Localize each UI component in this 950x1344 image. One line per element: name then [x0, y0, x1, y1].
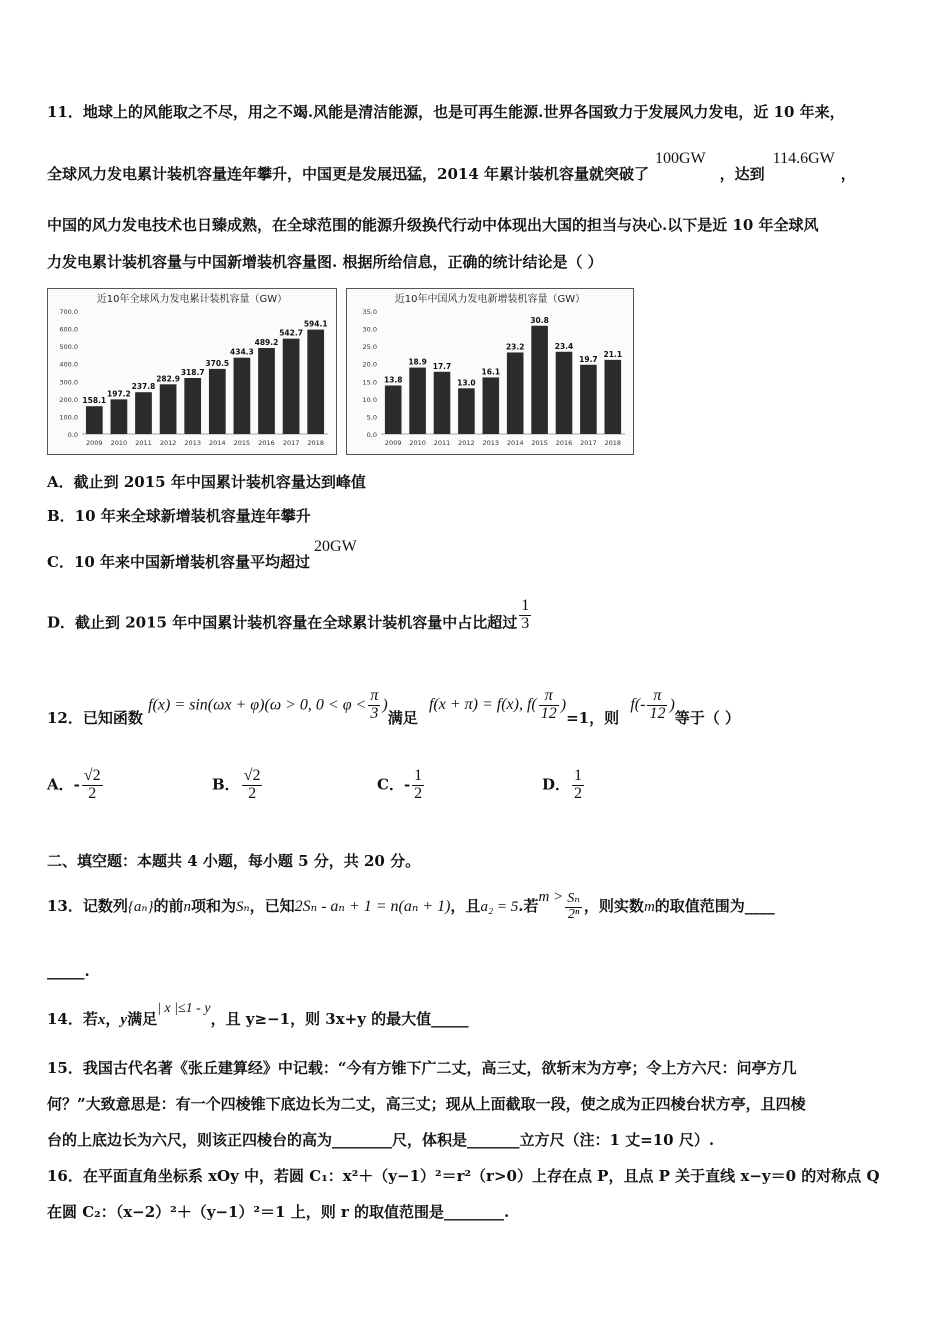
fraction-denominator: 12: [649, 704, 666, 722]
x-tick-label: 2013: [184, 439, 201, 447]
q11-line4: 力发电累计装机容量与中国新增装机容量图. 根据所给信息，正确的统计结论是（ ）: [47, 253, 603, 271]
bar: [434, 372, 451, 434]
bar-value-label: 318.7: [180, 367, 205, 377]
q11-option-a: A．截止到 2015 年中国累计装机容量达到峰值: [47, 473, 366, 491]
x-tick-label: 2011: [433, 439, 451, 447]
q13-fraction: [565, 892, 582, 922]
bar: [111, 399, 128, 434]
q12-stem: [47, 687, 740, 728]
q13-n: n: [183, 899, 191, 915]
bar-value-label: 197.2: [107, 389, 131, 399]
q13-equation: 2Sₙ - aₙ + 1 = n(aₙ + 1): [294, 898, 451, 915]
q13-text: 的取值范围为____: [654, 897, 775, 915]
q13-text: ，已知: [249, 897, 295, 915]
x-tick-label: 2010: [110, 439, 128, 447]
q16-line2: 在圆 C₂：（x−2）²＋（y−1）²＝1 上，则 r 的取值范围是________.: [47, 1203, 510, 1221]
y-tick-label: 200.0: [59, 395, 78, 404]
x-tick-label: 2017: [580, 439, 597, 447]
fraction-numerator: 1: [521, 597, 530, 614]
x-tick-label: 2016: [258, 439, 275, 447]
bar-value-label: 158.1: [82, 396, 107, 406]
bar-value-label: 542.7: [279, 328, 303, 338]
q11-option-d-text: D．截止到 2015 年中国累计装机容量在全球累计装机容量中占比超过: [47, 613, 518, 632]
y-tick-label: 100.0: [59, 413, 78, 422]
q11-line3: 中国的风力发电技术也日臻成熟，在全球范围的能源升级换代行动中体现出大国的担当与决心.以下是近 10 年全球风: [47, 216, 819, 234]
fraction-numerator: √2: [83, 767, 101, 784]
y-tick-label: 0.0: [366, 431, 377, 439]
section-2-heading: 二、填空题：本题共 4 小题，每小题 5 分，共 20 分。: [47, 852, 421, 870]
bar: [234, 358, 251, 434]
q12-option-fraction: [412, 768, 424, 803]
bar: [209, 369, 226, 434]
q12-pi-over-3: [368, 688, 380, 723]
q12-eq1: =1，则: [566, 709, 620, 728]
bar: [307, 330, 324, 434]
x-tick-label: 2015: [531, 439, 548, 447]
q12-condition-close: ): [560, 696, 567, 714]
q13-text: ，则实数: [583, 897, 644, 915]
q12-pi-over-12: [539, 688, 559, 723]
chart-title: 近10年全球风力发电累计装机容量（GW）: [96, 294, 288, 305]
q13-text: ，且: [450, 897, 481, 915]
q11-line2: [47, 150, 856, 184]
y-tick-label: 10.0: [362, 395, 377, 404]
x-tick-label: 2017: [282, 439, 300, 447]
fraction-denominator: 3: [370, 704, 379, 722]
x-tick-label: 2014: [506, 439, 524, 447]
bar-value-label: 282.9: [156, 374, 180, 384]
bar-value-label: 18.9: [408, 357, 427, 367]
q12-ask-close: ): [669, 696, 675, 714]
q15-line2: 何？”大致意思是：有一个四棱锥下底边长为二丈，高三丈；现从上面截取一段，使之成为正四棱台状方亭，且四棱: [47, 1095, 806, 1113]
q11-option-c: [47, 538, 357, 572]
bar: [556, 352, 573, 434]
global-capacity-chart-svg: [48, 289, 336, 454]
q13-text: 的前: [153, 897, 184, 915]
bar: [605, 360, 622, 434]
fraction-denominator: 12: [540, 704, 557, 722]
y-tick-label: 300.0: [59, 378, 78, 387]
x-tick-label: 2011: [135, 439, 152, 447]
q11-math-100gw: 100GW: [654, 150, 706, 167]
bar: [135, 392, 152, 434]
bar-value-label: 21.1: [603, 349, 623, 359]
fraction-numerator: Sₙ: [567, 890, 580, 906]
bar: [86, 406, 103, 434]
x-tick-label: 2018: [604, 439, 622, 447]
q12-option-label: D．: [542, 775, 571, 794]
bar-value-label: 30.8: [530, 315, 549, 325]
q11-line2-text: 全球风力发电累计装机容量连年攀升，中国更是发展迅猛，2014 年累计装机容量就突破了: [47, 165, 649, 183]
bar-value-label: 13.0: [457, 378, 476, 388]
y-tick-label: 500.0: [59, 343, 78, 352]
q11-line1: 11．地球上的风能取之不尽，用之不竭.风能是清洁能源，也是可再生能源.世界各国致力于发展风力发电，近 10 年来，: [47, 103, 845, 121]
fraction-numerator: π: [647, 688, 667, 706]
bar: [507, 352, 524, 434]
bar-value-label: 16.1: [481, 367, 501, 377]
fraction-denominator: 3: [521, 614, 530, 632]
bar: [184, 378, 201, 434]
q12-ask: f(-: [630, 696, 646, 714]
q12-suffix: 等于（ ）: [674, 709, 740, 728]
q12-neg-pi-over-12: [647, 688, 667, 723]
q11-option-d-fraction: [519, 598, 531, 633]
y-tick-label: 15.0: [362, 378, 377, 387]
q14-text: 14．若: [47, 1010, 98, 1028]
q11-line2-reach: ，达到: [719, 165, 765, 183]
fraction-denominator: 2: [414, 784, 423, 802]
q15-line1: 15．我国古代名著《张丘建算经》中记载：“今有方锥下广二丈，高三丈，欲斩末为方亭；令上方六尺：问亭方几: [47, 1059, 797, 1077]
bar: [160, 384, 177, 434]
bar-value-label: 594.1: [303, 319, 328, 329]
bar-value-label: 237.8: [131, 382, 156, 392]
bar-value-label: 13.8: [383, 375, 403, 385]
q12-option-fraction: [242, 768, 263, 803]
q14-y: y: [120, 1012, 128, 1028]
bar-value-label: 23.4: [554, 341, 574, 351]
bar: [531, 326, 548, 434]
bar: [580, 365, 597, 434]
y-tick-label: 0.0: [67, 431, 78, 439]
y-tick-label: 25.0: [362, 343, 377, 352]
q12-option-c: [377, 768, 426, 803]
x-tick-label: 2013: [482, 439, 500, 447]
q12-satisfies: 满足: [387, 709, 418, 728]
x-tick-label: 2009: [86, 439, 103, 447]
q11-option-c-text: C．10 年来中国新增装机容量平均超过: [47, 553, 311, 571]
q12-function: f(x) = sin(ωx + φ)(ω > 0, 0 < φ <: [148, 696, 367, 714]
q12-option-label: C．-: [377, 775, 411, 794]
chart-title: 近10年中国风力发电新增装机容量（GW）: [394, 294, 586, 305]
y-tick-label: 30.0: [362, 325, 377, 334]
bar-value-label: 370.5: [205, 358, 230, 368]
q12-condition: f(x + π) = f(x), f(: [428, 696, 537, 714]
q12-option-b: [212, 768, 264, 803]
y-tick-label: 600.0: [59, 325, 78, 334]
q14-text: ，: [105, 1010, 121, 1028]
y-tick-label: 20.0: [362, 360, 377, 369]
q11-math-114gw: 114.6GW: [772, 150, 835, 167]
x-tick-label: 2016: [555, 439, 573, 447]
q12-option-d: [542, 768, 586, 803]
q13-line2: _____.: [47, 962, 90, 980]
q11-option-b: B．10 年来全球新增装机容量连年攀升: [47, 507, 311, 525]
x-tick-label: 2012: [159, 439, 177, 447]
china-new-capacity-chart-svg: [347, 289, 633, 454]
q11-option-d: [47, 597, 533, 641]
fraction-denominator: 2: [248, 784, 257, 802]
x-tick-label: 2012: [458, 439, 475, 447]
q13-line1: [47, 884, 775, 929]
q14-text: 满足: [127, 1010, 158, 1028]
bar-value-label: 19.7: [579, 354, 598, 364]
q13-text: .若: [518, 897, 539, 915]
bar: [458, 388, 475, 434]
x-tick-label: 2018: [307, 439, 324, 447]
fraction-numerator: π: [539, 688, 559, 706]
china-new-capacity-chart: [346, 288, 634, 455]
fraction-denominator: 2: [88, 784, 97, 802]
fraction-denominator: 2ⁿ: [567, 906, 580, 922]
q11-line2-comma: ，: [840, 165, 856, 183]
bar-value-label: 434.3: [230, 347, 254, 357]
bar-value-label: 17.7: [432, 361, 452, 371]
q12-option-fraction: [572, 768, 584, 803]
bar: [258, 348, 275, 434]
y-tick-label: 700.0: [59, 308, 78, 316]
q15-line3: 台的上底边长为六尺，则该正四棱台的高为________尺，体积是_______立方尺（注：1 丈=10 尺）.: [47, 1131, 715, 1149]
q14: [47, 1001, 469, 1029]
fraction-numerator: 1: [574, 767, 583, 784]
x-tick-label: 2010: [409, 439, 426, 447]
q14-condition: | x |≤1 - y: [157, 1001, 211, 1016]
fraction-denominator: 2: [574, 784, 583, 802]
fraction-numerator: 1: [414, 767, 423, 784]
global-capacity-chart: [47, 288, 337, 455]
bar: [385, 386, 402, 434]
x-tick-label: 2009: [384, 439, 402, 447]
y-tick-label: 35.0: [362, 308, 377, 316]
bar-value-label: 489.2: [254, 338, 279, 348]
fraction-numerator: √2: [243, 767, 261, 784]
q13-m-gt: m >: [538, 889, 564, 905]
q14-x: x: [97, 1012, 106, 1028]
bar: [483, 377, 500, 434]
fraction-numerator: π: [370, 687, 379, 704]
q12-option-a: [47, 768, 105, 803]
q11-option-c-math: 20GW: [314, 538, 357, 555]
bar: [409, 368, 426, 434]
q12-prefix: 12．已知函数: [47, 709, 143, 728]
q12-function-close: ): [382, 696, 388, 714]
q13-sn: Sₙ: [235, 899, 250, 915]
x-tick-label: 2014: [209, 439, 226, 447]
q13-text: 项和为: [190, 897, 236, 915]
q13-sequence: {aₙ}: [127, 899, 154, 915]
y-tick-label: 5.0: [366, 413, 377, 422]
q14-text: ，且 y≥−1，则 3x+y 的最大值_____: [210, 1010, 469, 1028]
q13-m: m: [643, 899, 655, 915]
x-tick-label: 2015: [233, 439, 251, 447]
q12-option-label: B．: [212, 775, 240, 794]
bar: [283, 339, 300, 434]
q12-option-label: A．-: [47, 775, 80, 794]
q12-option-fraction: [82, 768, 103, 803]
y-tick-label: 400.0: [59, 360, 78, 369]
q13-text: 13．记数列: [47, 897, 128, 915]
q13-a2: a₂ = 5: [480, 899, 519, 915]
q16-line1: 16．在平面直角坐标系 xOy 中，若圆 C₁：x²＋（y−1）²＝r²（r>0）上存在点 P，且点 P 关于直线 x−y＝0 的对称点 Q: [47, 1167, 880, 1185]
bar-value-label: 23.2: [505, 342, 525, 352]
